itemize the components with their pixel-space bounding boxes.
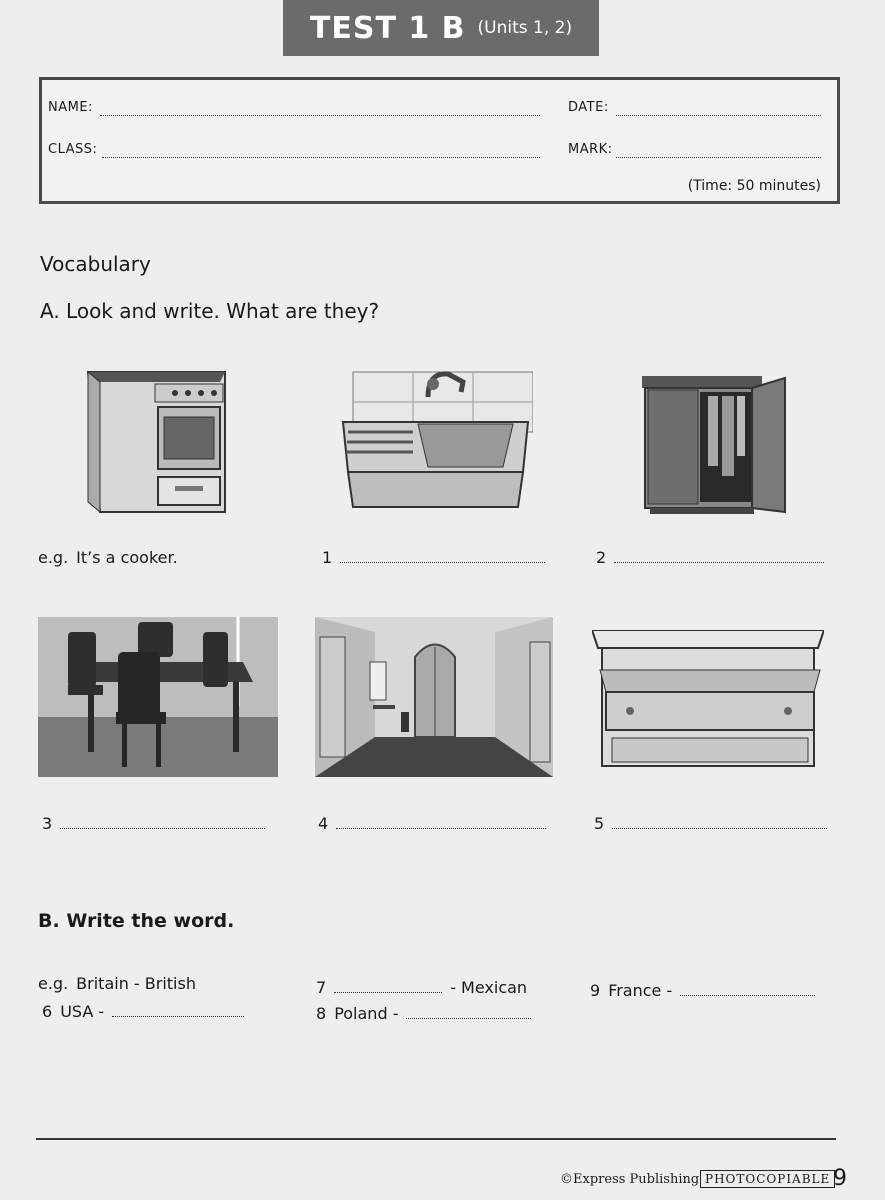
exercise-a-item-5 — [594, 814, 827, 833]
exercise-a-item-1 — [322, 548, 545, 567]
example-label: e.g. — [38, 548, 69, 567]
exercise-a-item-2 — [596, 548, 824, 567]
item-text: France - — [608, 981, 673, 1000]
exercise-a-title: A. Look and write. What are they? — [40, 299, 380, 323]
answer-blank[interactable] — [614, 562, 824, 563]
exercise-b-title: B. Write the word. — [38, 910, 235, 932]
student-info-box — [39, 77, 840, 204]
item-number: 6 — [42, 1002, 53, 1021]
date-label: DATE: — [568, 100, 609, 115]
dining-room-image — [38, 617, 278, 777]
test-title-bar — [283, 0, 599, 56]
exercise-b-example — [38, 974, 196, 993]
name-field[interactable] — [100, 115, 540, 116]
exercise-b-item-7 — [316, 978, 527, 997]
drawer-image — [592, 630, 824, 770]
example-country-text: Britain - — [76, 974, 145, 993]
item-text: - Mexican — [450, 978, 528, 997]
mark-field[interactable] — [616, 157, 821, 158]
answer-blank[interactable] — [612, 828, 827, 829]
example-label: e.g. — [38, 974, 69, 993]
mark-label: MARK: — [568, 142, 613, 157]
section-title: Vocabulary — [40, 252, 151, 276]
class-label: CLASS: — [48, 142, 98, 157]
example-nationality: British — [144, 974, 196, 993]
item-text: USA - — [60, 1002, 105, 1021]
exercise-a-example — [38, 548, 178, 567]
exercise-b-item-8 — [316, 1004, 531, 1023]
class-field[interactable] — [102, 157, 540, 158]
item-number: 2 — [596, 548, 607, 567]
page-number: 9 — [833, 1166, 847, 1191]
test-title: TEST 1 B — [309, 10, 466, 46]
exercise-b-item-6 — [42, 1002, 244, 1021]
example-country — [76, 974, 196, 993]
item-number: 4 — [318, 814, 329, 833]
answer-blank[interactable] — [60, 828, 265, 829]
footer-photocopiable — [700, 1172, 835, 1187]
footer-publisher — [560, 1172, 699, 1187]
item-number: 9 — [590, 981, 601, 1000]
publisher-text: ©Express Publishing — [560, 1172, 700, 1187]
exercise-a-item-4 — [318, 814, 546, 833]
time-note: (Time: 50 minutes) — [687, 178, 821, 194]
item-text: Poland - — [334, 1004, 399, 1023]
cooker-image — [80, 362, 230, 522]
answer-blank[interactable] — [336, 828, 546, 829]
photocopiable-badge: PHOTOCOPIABLE — [700, 1170, 835, 1188]
answer-blank[interactable] — [680, 995, 815, 996]
answer-blank[interactable] — [406, 1018, 531, 1019]
item-number: 3 — [42, 814, 53, 833]
exercise-a-item-3 — [42, 814, 265, 833]
example-answer: It’s a cooker. — [76, 548, 178, 567]
footer-divider — [36, 1138, 836, 1140]
name-label: NAME: — [48, 100, 93, 115]
item-number: 5 — [594, 814, 605, 833]
sink-image — [333, 362, 533, 512]
date-field[interactable] — [616, 115, 821, 116]
item-number: 1 — [322, 548, 333, 567]
answer-blank[interactable] — [112, 1016, 244, 1017]
answer-blank[interactable] — [334, 992, 442, 993]
hall-image — [315, 617, 553, 777]
item-number: 8 — [316, 1004, 327, 1023]
answer-blank[interactable] — [340, 562, 545, 563]
wardrobe-image — [640, 374, 790, 519]
test-units: (Units 1, 2) — [477, 18, 573, 38]
exercise-b-item-9 — [590, 981, 815, 1000]
item-number: 7 — [316, 978, 327, 997]
